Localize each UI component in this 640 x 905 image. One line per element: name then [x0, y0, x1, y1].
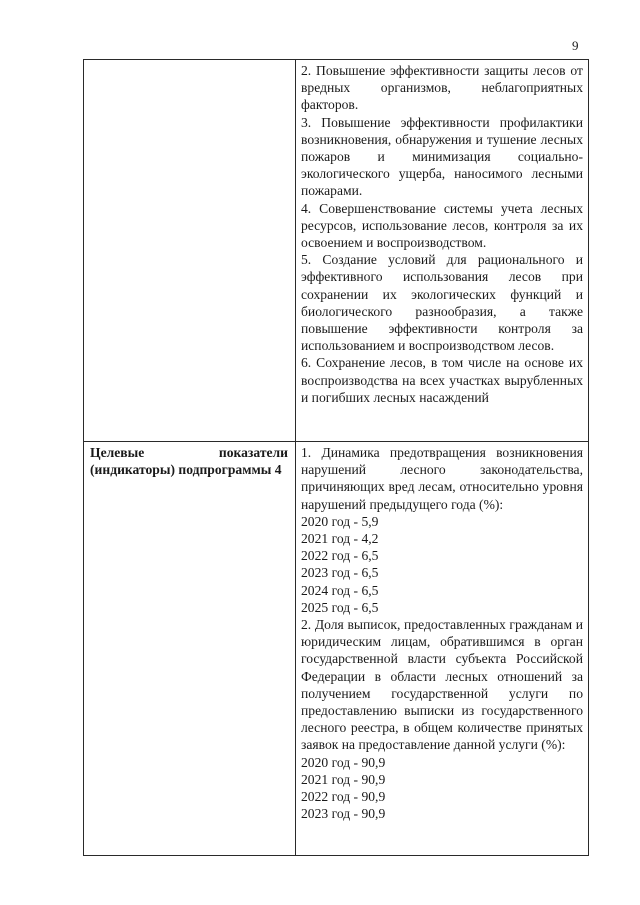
indicator-1-value: 2023 год - 6,5 [301, 565, 379, 581]
indicator-2-value: 2020 год - 90,9 [301, 754, 386, 770]
goal-item: 5. Создание условий для рационального и эффективного использования лесов при сохранении их экологических функций и биологического разнообразия, а также повышение эффективности контроля за использованием и воспроизводством лесов. [301, 252, 583, 354]
column-divider [295, 60, 296, 441]
passport-table [83, 59, 589, 856]
goals-cell [301, 62, 583, 406]
indicator-1-value: 2020 год - 5,9 [301, 513, 379, 529]
page-number: 9 [572, 38, 579, 53]
indicator-2-value: 2022 год - 90,9 [301, 789, 386, 805]
indicator-1-text: 1. Динамика предотвращения возникновения нарушений лесного законодательства, причиняющих вред лесам, относительно уровня нарушений предыдущего года (%): [301, 445, 583, 512]
indicator-2-value: 2021 год - 90,9 [301, 771, 386, 787]
indicator-2-text: 2. Доля выписок, предоставленных гражданам и юридическим лицам, обратившимся в орган государственной власти субъекта Российской Федерации в области лесных отношений за получением государственной услуги по предоставлению выписки из государственного лесного реестра, в общем количестве принятых заявок на предоставление данной услуги (%): [301, 617, 583, 753]
goal-item: 2. Повышение эффективности защиты лесов от вредных организмов, неблагоприятных факторов. [301, 63, 583, 113]
indicator-1-value: 2022 год - 6,5 [301, 548, 379, 564]
goal-item: 4. Совершенствование системы учета лесных ресурсов, использование лесов, контроля за их освоением и воспроизводством. [301, 200, 583, 251]
goal-item: 3. Повышение эффективности профилактики возникновения, обнаружения и тушение лесных пожаров и минимизация социально-экологического ущерба, наносимого лесными пожарами. [301, 114, 583, 199]
indicator-2-value: 2023 год - 90,9 [301, 806, 386, 822]
table-row-goals [84, 60, 588, 442]
indicator-1-value: 2021 год - 4,2 [301, 531, 379, 547]
indicators-cell [301, 444, 583, 822]
goal-item: 6. Сохранение лесов, в том числе на основе их воспроизводства на всех участках вырубленных и погибших лесных насаждений [301, 355, 583, 405]
indicator-1-value: 2025 год - 6,5 [301, 599, 379, 615]
table-row-indicators [84, 442, 588, 855]
indicator-1-value: 2024 год - 6,5 [301, 582, 379, 598]
column-divider [295, 442, 296, 855]
indicators-label: Целевые показатели (индикаторы) подпрограммы 4 [90, 445, 288, 478]
